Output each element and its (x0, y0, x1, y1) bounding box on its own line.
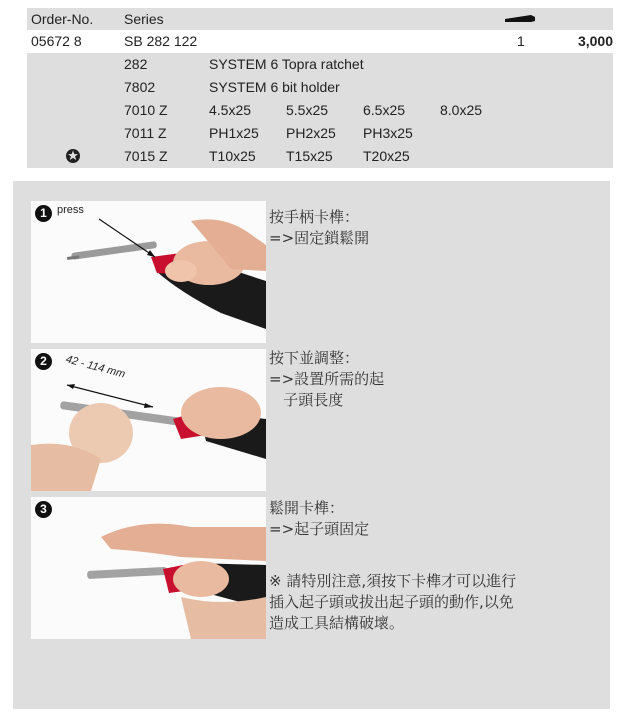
price: 3,000 (577, 33, 613, 49)
content-row (27, 99, 613, 122)
step-3-text: 鬆開卡榫： =>起子頭固定 (269, 499, 370, 538)
product-row (27, 30, 613, 53)
hand-adjusting-length-illustration (31, 349, 266, 491)
content-row (27, 76, 613, 99)
content-code: 7010 Z (124, 102, 168, 118)
torx-star-icon (65, 148, 81, 164)
series-number: SB 282 122 (124, 33, 198, 49)
order-table (27, 8, 613, 168)
bit-size: PH2x25 (286, 125, 336, 141)
step-number-badge: 3 (35, 501, 52, 518)
contents-block (27, 53, 613, 168)
bit-size: T15x25 (286, 148, 333, 164)
step-3-photo (31, 497, 266, 639)
content-row (27, 122, 613, 145)
bit-size: PH3x25 (363, 125, 413, 141)
bit-size: 8.0x25 (440, 102, 483, 118)
step-number-badge: 2 (35, 353, 52, 370)
hand-releasing-latch-illustration (31, 497, 266, 639)
step-number-badge: 1 (35, 205, 52, 222)
header-series: Series (124, 11, 164, 27)
bit-size: 4.5x25 (209, 102, 252, 118)
bit-size: 5.5x25 (286, 102, 329, 118)
content-desc: SYSTEM 6 Topra ratchet (209, 56, 364, 72)
order-number: 05672 8 (31, 33, 82, 49)
content-row (27, 53, 613, 76)
header-order-no: Order-No. (31, 11, 94, 27)
quantity: 1 (517, 33, 525, 49)
screwdriver-bit-icon (503, 13, 537, 24)
press-label: press (57, 204, 84, 216)
bit-size: PH1x25 (209, 125, 259, 141)
hand-pressing-latch-illustration (31, 201, 266, 343)
step-2-photo (31, 349, 266, 491)
content-code: 7802 (124, 79, 156, 95)
step-1-text: 按手柄卡榫： =>固定鎖鬆開 (269, 208, 370, 247)
table-header (27, 8, 613, 30)
step-1-photo (31, 201, 266, 343)
length-range-label: 42 - 114 mm (64, 353, 127, 381)
content-code: 7011 Z (124, 125, 167, 141)
content-desc: SYSTEM 6 bit holder (209, 79, 340, 95)
bit-size: T20x25 (363, 148, 410, 164)
content-code: 7015 Z (124, 148, 168, 164)
content-code: 282 (124, 56, 148, 72)
bit-size: 6.5x25 (363, 102, 406, 118)
instruction-panel (13, 181, 610, 709)
caution-note: ※ 請特別注意,須按下卡榫才可以進行 插入起子頭或拔出起子頭的動作,以免 造成工具結構破壞。 (269, 572, 517, 632)
bit-size: T10x25 (209, 148, 256, 164)
content-row (27, 145, 613, 168)
step-2-text: 按下並調整： =>設置所需的起 子頭長度 (269, 349, 385, 409)
